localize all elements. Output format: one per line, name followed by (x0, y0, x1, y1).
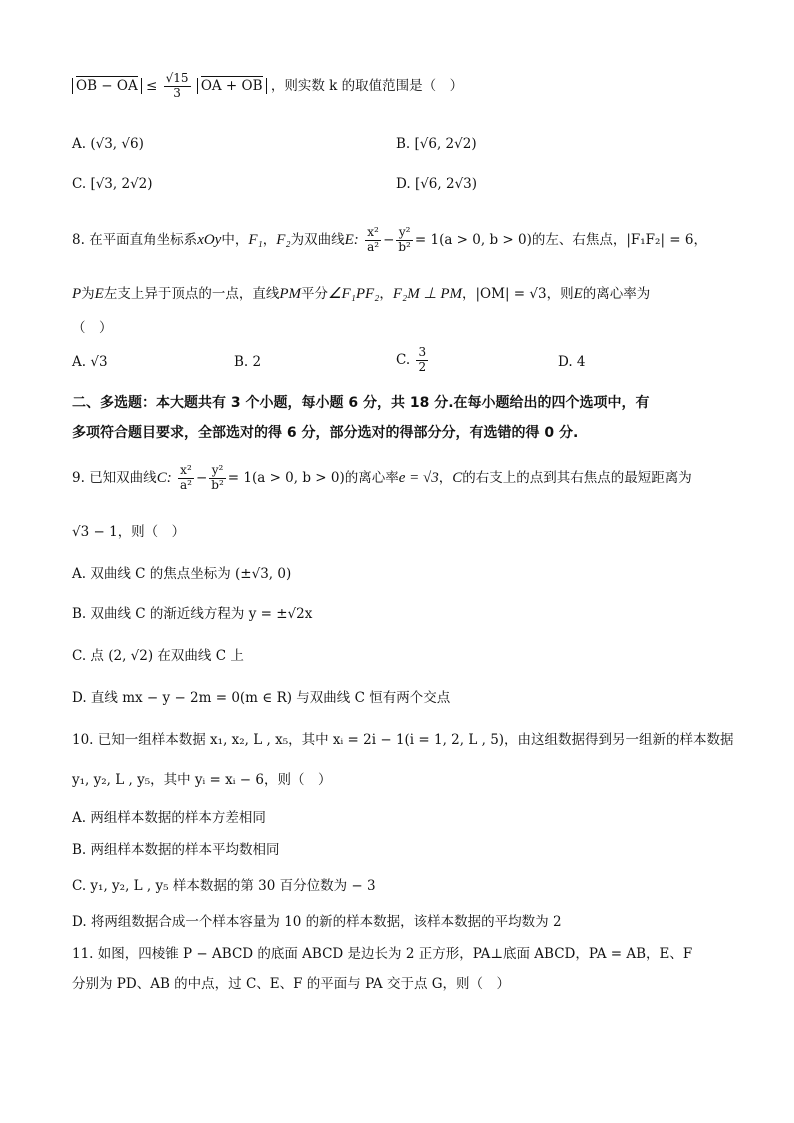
q10-option-d: D. 将两组数据合成一个样本容量为 10 的新的样本数据，该样本数据的平均数为 2 (72, 914, 562, 930)
q8-option-d: D. 4 (558, 354, 586, 370)
q7-option-d: D. [√6, 2√3) (396, 176, 478, 192)
q8-line-2: P为E左支上异于顶点的一点，直线PM平分∠F₁PF₂，F₂M ⊥ PM，|OM| = √3，则E的离心率为 (72, 286, 651, 302)
q8-option-a: A. √3 (72, 354, 108, 370)
q9-option-b: B. 双曲线 C 的渐近线方程为 y = ±√2x (72, 606, 313, 622)
q7-lhs-norm: OB − OA (72, 78, 142, 94)
q9-line-1: 9. 已知双曲线C: $\frac{\text{x²}}{\text{a²}}$ − $\frac{\text{y²}}{\text{b²}}$ = 1(a > 0, b > 0)的离心率e = √3，C的右支上的点到其右焦点的最短距离为 (72, 463, 692, 492)
q10-option-b: B. 两组样本数据的样本平均数相同 (72, 842, 280, 858)
q9-frac-x: $\frac{\text{x²}}{\text{a²}}$ (179, 463, 192, 492)
q11-line-2: 分别为 PD、AB 的中点，过 C、E、F 的平面与 PA 交于点 G，则（ ） (72, 976, 511, 992)
q9-line-2: √3 − 1，则（ ） (72, 524, 186, 540)
q8-frac-y: $\frac{\text{y²}}{\text{b²}}$ (398, 225, 411, 254)
q9-option-a: A. 双曲线 C 的焦点坐标为 (±√3, 0) (72, 566, 292, 582)
q7-condition-line (72, 72, 463, 101)
q10-option-c: C. y₁, y₂, L , y₅ 样本数据的第 30 百分位数为 − 3 (72, 878, 376, 894)
q8-frac-x: $\frac{\text{x²}}{\text{a²}}$ (367, 225, 380, 254)
q8-line-1: 8. 在平面直角坐标系xOy中，F₁，F₂为双曲线E: $\frac{\text{x²}}{\text{a²}}$ − $\frac{\text{y²}}{\text{b²}}$ = 1(a > 0, b > 0)的左、右焦点，|F₁F₂| = 6， (72, 225, 707, 254)
q10-option-a: A. 两组样本数据的样本方差相同 (72, 810, 266, 826)
q7-option-a: A. (√3, √6) (72, 136, 144, 152)
section-heading-line-2: 多项符合题目要求，全部选对的得 6 分，部分选对的得部分分，有选错的得 0 分. (72, 425, 579, 441)
q9-frac-y: $\frac{\text{y²}}{\text{b²}}$ (211, 463, 224, 492)
q11-line-1: 11. 如图，四棱锥 P − ABCD 的底面 ABCD 是边长为 2 正方形，PA⊥底面 ABCD，PA = AB，E、F (72, 946, 693, 962)
q7-option-c: C. [√3, 2√2) (72, 176, 153, 192)
section-heading-line-1: 二、多选题：本大题共有 3 个小题，每小题 6 分，共 18 分.在每小题给出的四个选项中，有 (72, 395, 650, 411)
q9-option-c: C. 点 (2, √2) 在双曲线 C 上 (72, 648, 244, 664)
q8-line-3: （ ） (72, 320, 113, 336)
q7-le-sign: ≤ (146, 77, 158, 94)
q8-option-b: B. 2 (234, 354, 262, 370)
q8-option-c: C. $\frac{3}{2}$ (396, 345, 427, 374)
q7-coef: $\frac{√15}{3}$ (165, 71, 189, 100)
q7-question-tail: ，则实数 k 的取值范围是（ ） (270, 77, 464, 94)
q7-rhs-norm: OA + OB (197, 78, 267, 94)
q7-option-b: B. [√6, 2√2) (396, 136, 477, 152)
q10-line-1: 10. 已知一组样本数据 x₁, x₂, L , x₅，其中 xᵢ = 2i − 1(i = 1, 2, L , 5)，由这组数据得到另一组新的样本数据 (72, 732, 734, 748)
q10-line-2: y₁, y₂, L , y₅，其中 yᵢ = xᵢ − 6，则（ ） (72, 772, 332, 788)
q9-option-d: D. 直线 mx − y − 2m = 0(m ∈ R) 与双曲线 C 恒有两个交点 (72, 690, 451, 706)
